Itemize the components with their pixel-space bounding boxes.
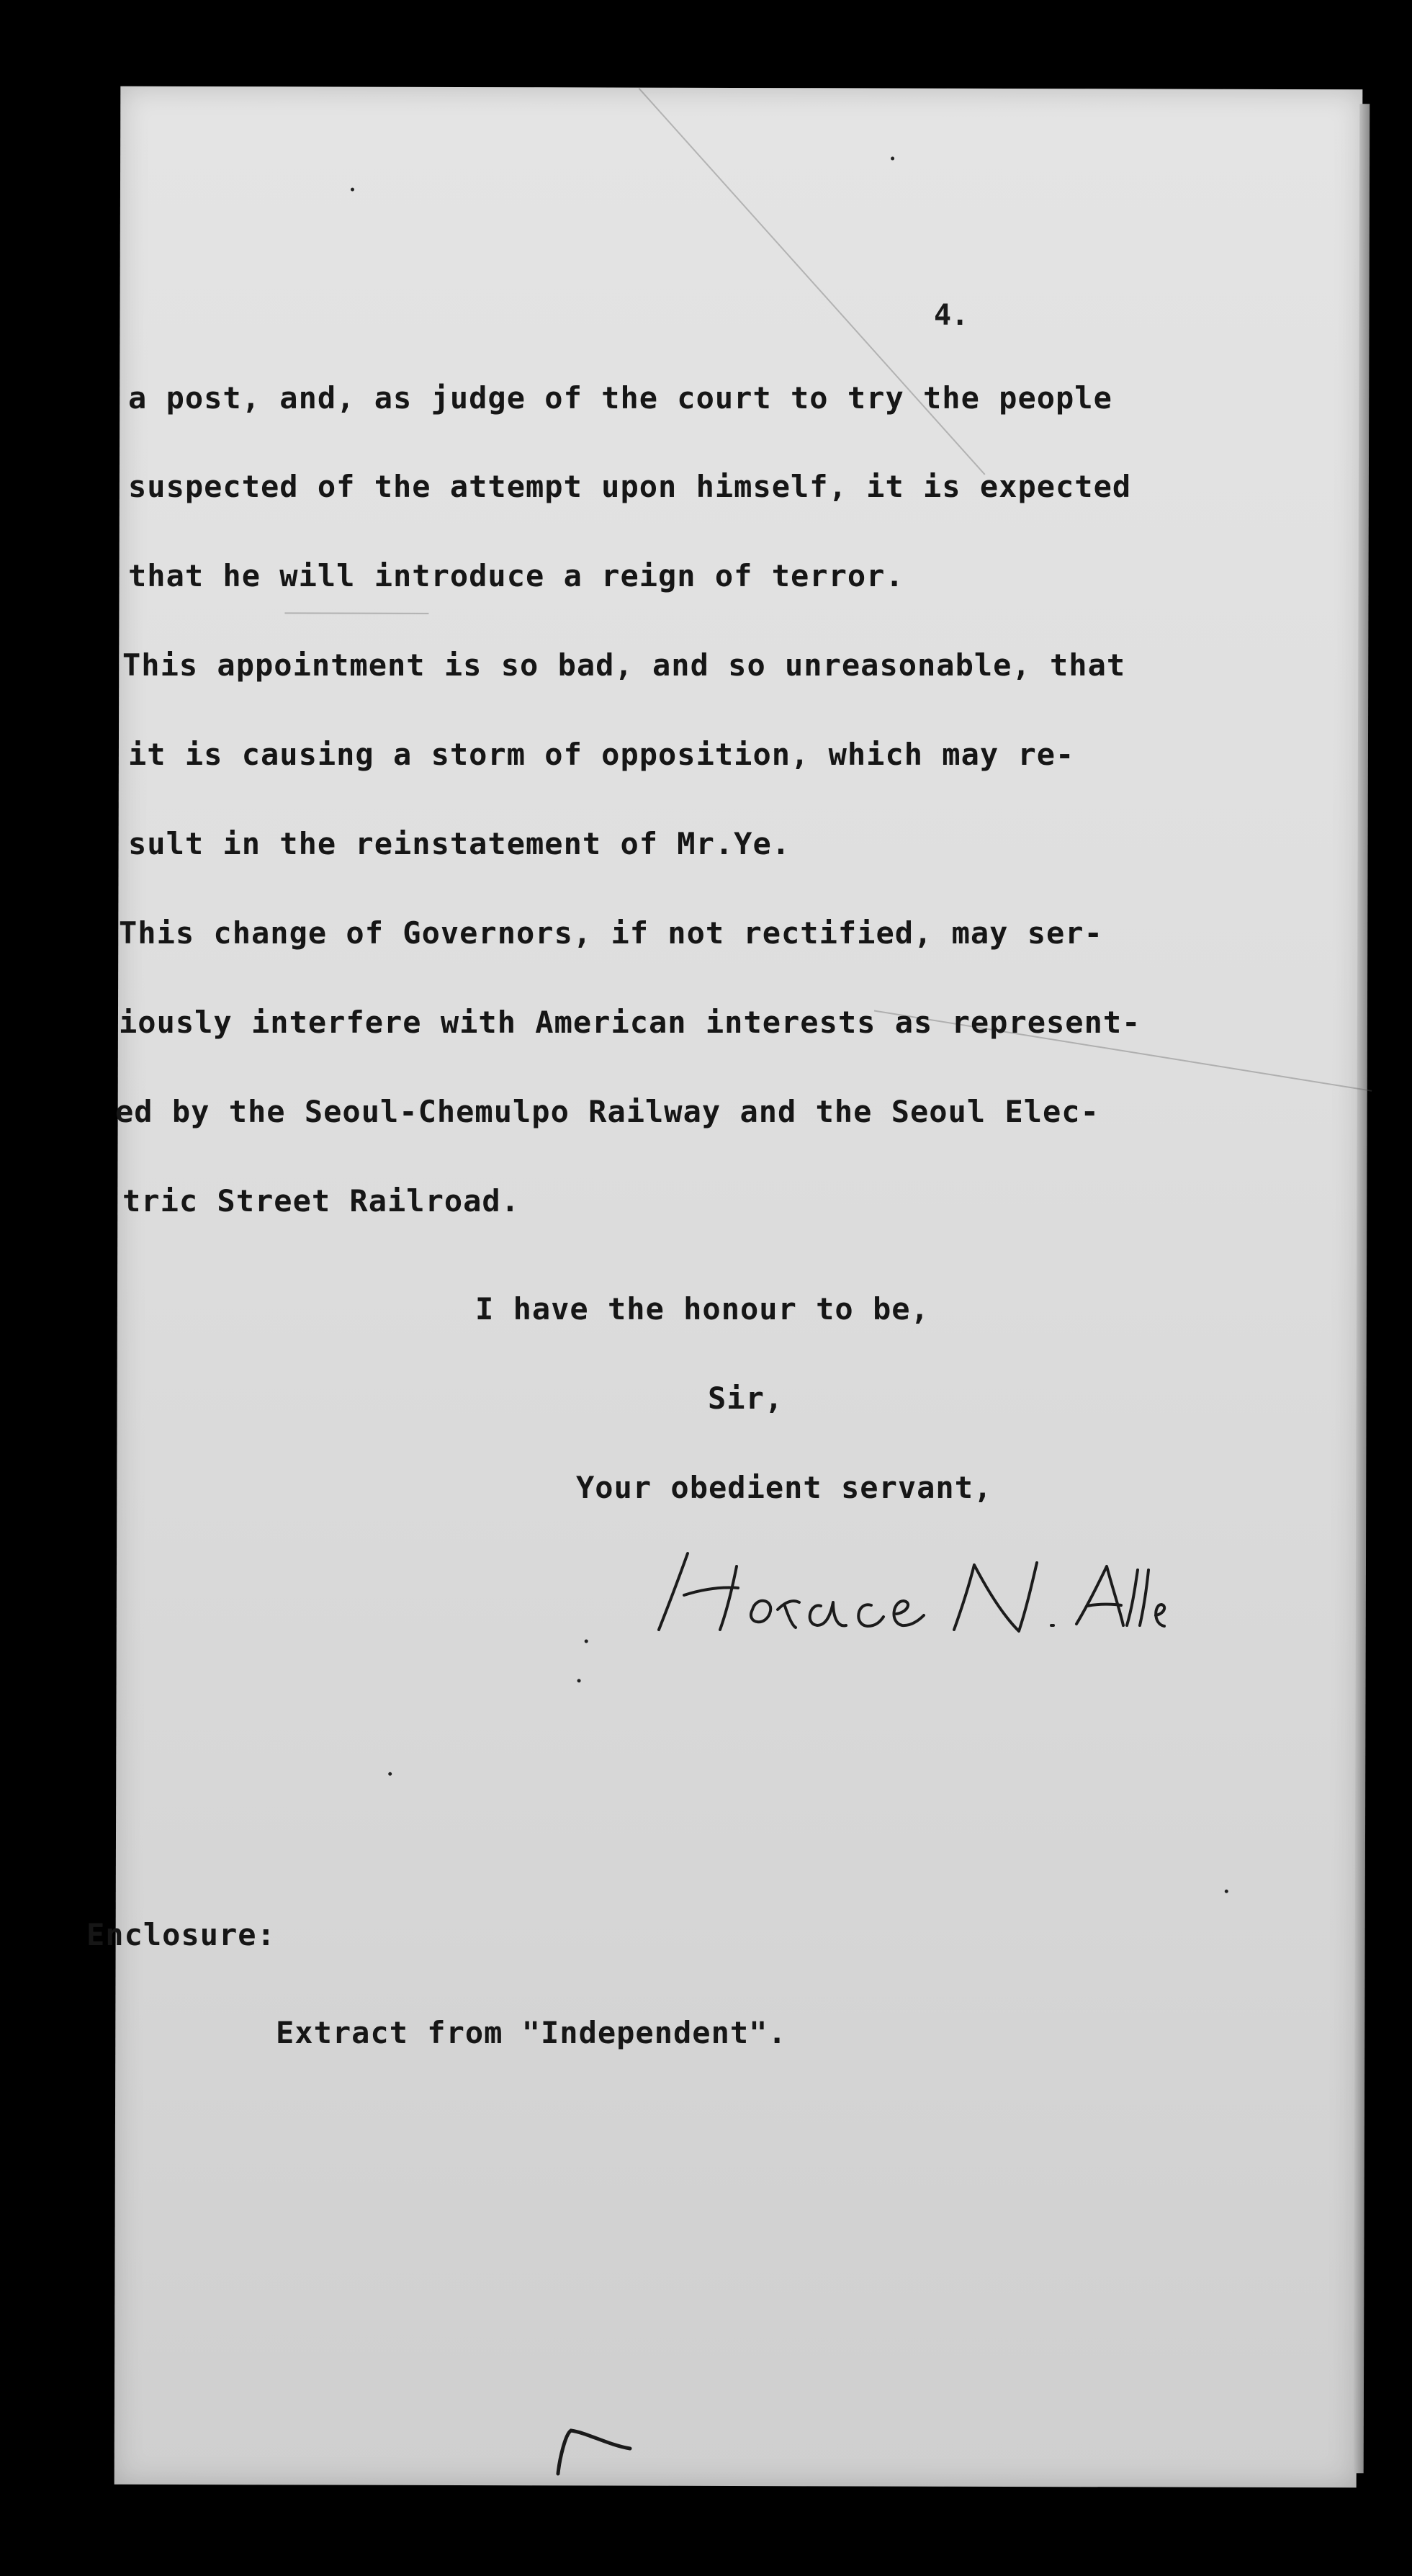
enclosure-label: Enclosure: xyxy=(86,1917,276,1952)
page-edge xyxy=(1354,104,1370,2473)
scan-scratch xyxy=(284,612,428,614)
body-line: This change of Governors, if not rectified, may ser- xyxy=(119,915,1103,951)
closing-line: I have the honour to be, xyxy=(475,1291,930,1327)
body-line: a post, and, as judge of the court to try the people xyxy=(128,380,1112,416)
body-line: tric Street Railroad. xyxy=(122,1183,521,1219)
stray-pencil-mark xyxy=(544,2420,637,2477)
handwritten-signature xyxy=(652,1545,1170,1638)
dust-speck xyxy=(577,1679,581,1682)
body-line: iously interfere with American interests as represent- xyxy=(119,1005,1141,1040)
dust-speck xyxy=(891,157,894,161)
dust-speck xyxy=(388,1772,392,1776)
page-number: 4. xyxy=(934,299,969,332)
body-line: suspected of the attempt upon himself, it is expected xyxy=(128,469,1132,504)
body-line: ed by the Seoul-Chemulpo Railway and the Seoul Elec- xyxy=(115,1094,1100,1129)
closing-salutation: Sir, xyxy=(708,1381,784,1416)
dust-speck xyxy=(585,1639,588,1643)
body-line: that he will introduce a reign of terror. xyxy=(128,558,904,593)
dust-speck xyxy=(351,188,354,192)
body-line: it is causing a storm of opposition, which may re- xyxy=(128,737,1075,772)
closing-line: Your obedient servant, xyxy=(576,1470,993,1505)
enclosure-item: Extract from "Independent". xyxy=(276,2015,787,2050)
document-page xyxy=(114,86,1363,2488)
body-line: This appointment is so bad, and so unreasonable, that xyxy=(122,647,1126,683)
dust-speck xyxy=(1225,1890,1228,1893)
scan-scratch xyxy=(639,88,986,475)
body-line: sult in the reinstatement of Mr.Ye. xyxy=(128,826,791,861)
